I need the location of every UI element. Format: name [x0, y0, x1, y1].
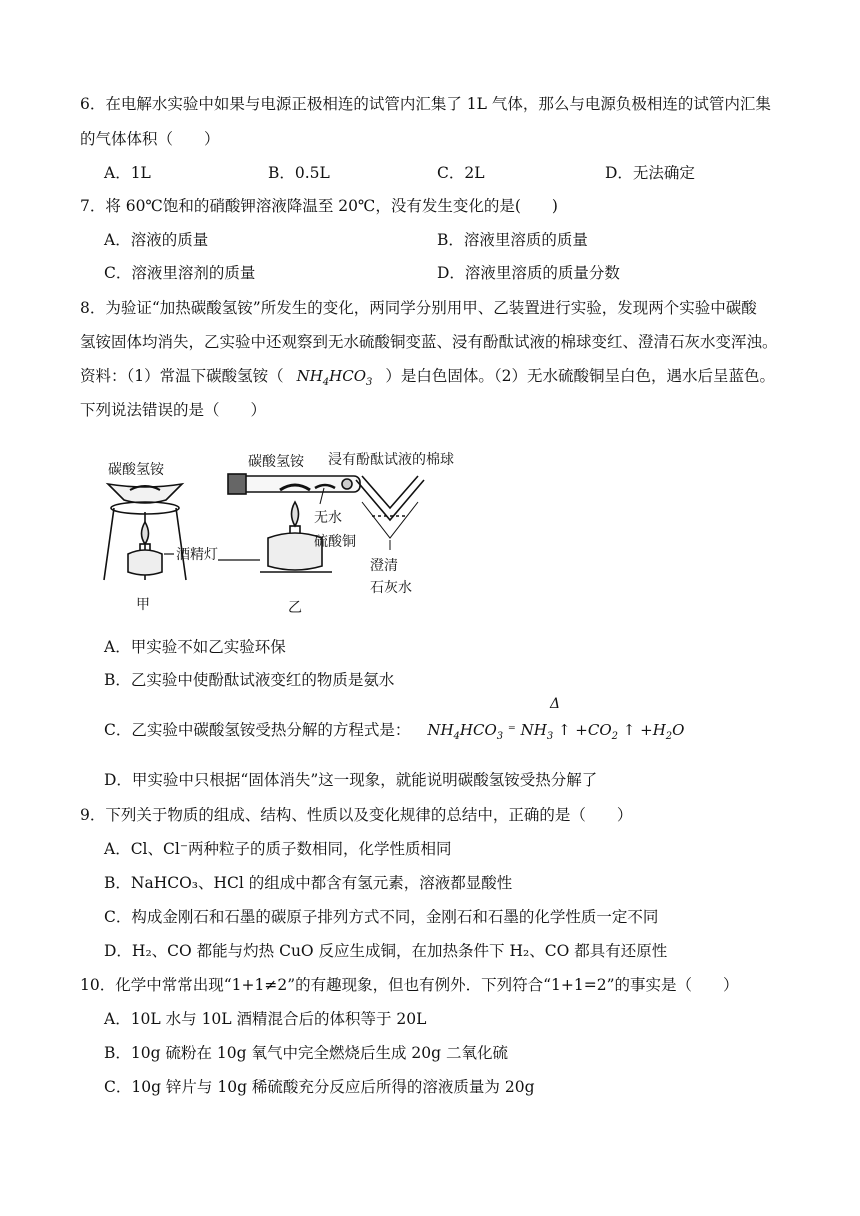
q9-option-d: D．H₂、CO 都能与灼热 CuO 反应生成铜，在加热条件下 H₂、CO 都具有还原性 — [104, 942, 668, 960]
q10-option-a: A．10L 水与 10L 酒精混合后的体积等于 20L — [104, 1010, 427, 1028]
q6-stem-line1: 6．在电解水实验中如果与电源正极相连的试管内汇集了 1L 气体，那么与电源负极相连的试管内汇集 — [80, 95, 771, 113]
q7-option-a: A．溶液的质量 — [104, 231, 209, 249]
label-lime-2: 石灰水 — [370, 580, 412, 596]
q8-stem-line3 — [80, 364, 775, 388]
label-jia-top: 碳酸氢铵 — [108, 462, 164, 478]
q8-option-d: D．甲实验中只根据“固体消失”这一现象，就能说明碳酸氢铵受热分解了 — [104, 771, 598, 789]
q7-stem: 7．将 60℃饱和的硝酸钾溶液降温至 20℃，没有发生变化的是( ) — [80, 197, 558, 215]
label-jia: 甲 — [136, 597, 150, 613]
label-yi: 乙 — [288, 600, 302, 616]
q8-option-c — [104, 718, 684, 742]
label-cotton: 浸有酚酞试液的棉球 — [328, 452, 454, 468]
q9-option-b: B．NaHCO₃、HCl 的组成中都含有氢元素，溶液都显酸性 — [104, 874, 513, 892]
q9-option-a: A．Cl、Cl⁻两种粒子的质子数相同，化学性质相同 — [104, 840, 452, 858]
q6-option-a: A．1L — [104, 164, 151, 182]
q8-stem-line3-b: ）是白色固体。（2）无水硫酸铜呈白色，遇水后呈蓝色。 — [385, 367, 775, 385]
q8-stem-line3-a: 资料：（1）常温下碳酸氢铵（ — [80, 367, 284, 385]
q6-option-d: D．无法确定 — [605, 164, 695, 182]
delta-symbol: Δ — [550, 696, 561, 712]
decomposition-equation: $NH_4HCO_3$ ⁼ $NH_3$ ↑ $+CO_2$ ↑ $+H_2O$ — [427, 721, 685, 742]
apparatus-diagram — [100, 442, 520, 620]
q7-option-d: D．溶液里溶质的质量分数 — [437, 264, 620, 282]
q8-option-b: B．乙实验中使酚酞试液变红的物质是氨水 — [104, 671, 395, 689]
apparatus-figure — [100, 442, 520, 620]
label-cuso4-1: 无水 — [314, 510, 342, 526]
apparatus-jia — [104, 484, 186, 580]
q6-option-b: B．0.5L — [268, 164, 330, 182]
label-cuso4-2: 硫酸铜 — [314, 534, 356, 550]
q10-option-b: B．10g 硫粉在 10g 氧气中完全燃烧后生成 20g 二氧化硫 — [104, 1044, 508, 1062]
q8-option-a: A．甲实验不如乙实验环保 — [104, 638, 286, 656]
q6-stem-line2: 的气体体积（ ） — [80, 130, 220, 148]
label-lime-1: 澄清 — [370, 558, 398, 574]
q6-option-c: C．2L — [437, 164, 485, 182]
q10-stem: 10．化学中常常出现“1+1≠2”的有趣现象，但也有例外．下列符合“1+1=2”的事实是（ ） — [80, 976, 739, 994]
q10-option-c: C．10g 锌片与 10g 稀硫酸充分反应后所得的溶液质量为 20g — [104, 1078, 535, 1096]
label-yi-top: 碳酸氢铵 — [248, 454, 304, 470]
q8-stem-line4: 下列说法错误的是（ ） — [80, 401, 267, 419]
q7-option-c: C．溶液里溶剂的质量 — [104, 264, 256, 282]
label-alcohol-lamp: 酒精灯 — [176, 547, 218, 563]
q8-option-c-text: C．乙实验中碳酸氢铵受热分解的方程式是： — [104, 721, 411, 739]
q7-option-b: B．溶液里溶质的质量 — [437, 231, 588, 249]
q9-stem: 9．下列关于物质的组成、结构、性质以及变化规律的总结中，正确的是（ ） — [80, 806, 633, 824]
q9-option-c: C．构成金刚石和石墨的碳原子排列方式不同，金刚石和石墨的化学性质一定不同 — [104, 908, 659, 926]
q8-stem-line2: 氢铵固体均消失，乙实验中还观察到无水硫酸铜变蓝、浸有酚酞试液的棉球变红、澄清石灰水变浑浊。 — [80, 333, 778, 351]
nh4hco3-formula: $NH_4HCO_3$ — [296, 367, 373, 388]
q8-stem-line1: 8．为验证“加热碳酸氢铵”所发生的变化，两同学分别用甲、乙装置进行实验，发现两个实验中碳酸 — [80, 299, 757, 317]
